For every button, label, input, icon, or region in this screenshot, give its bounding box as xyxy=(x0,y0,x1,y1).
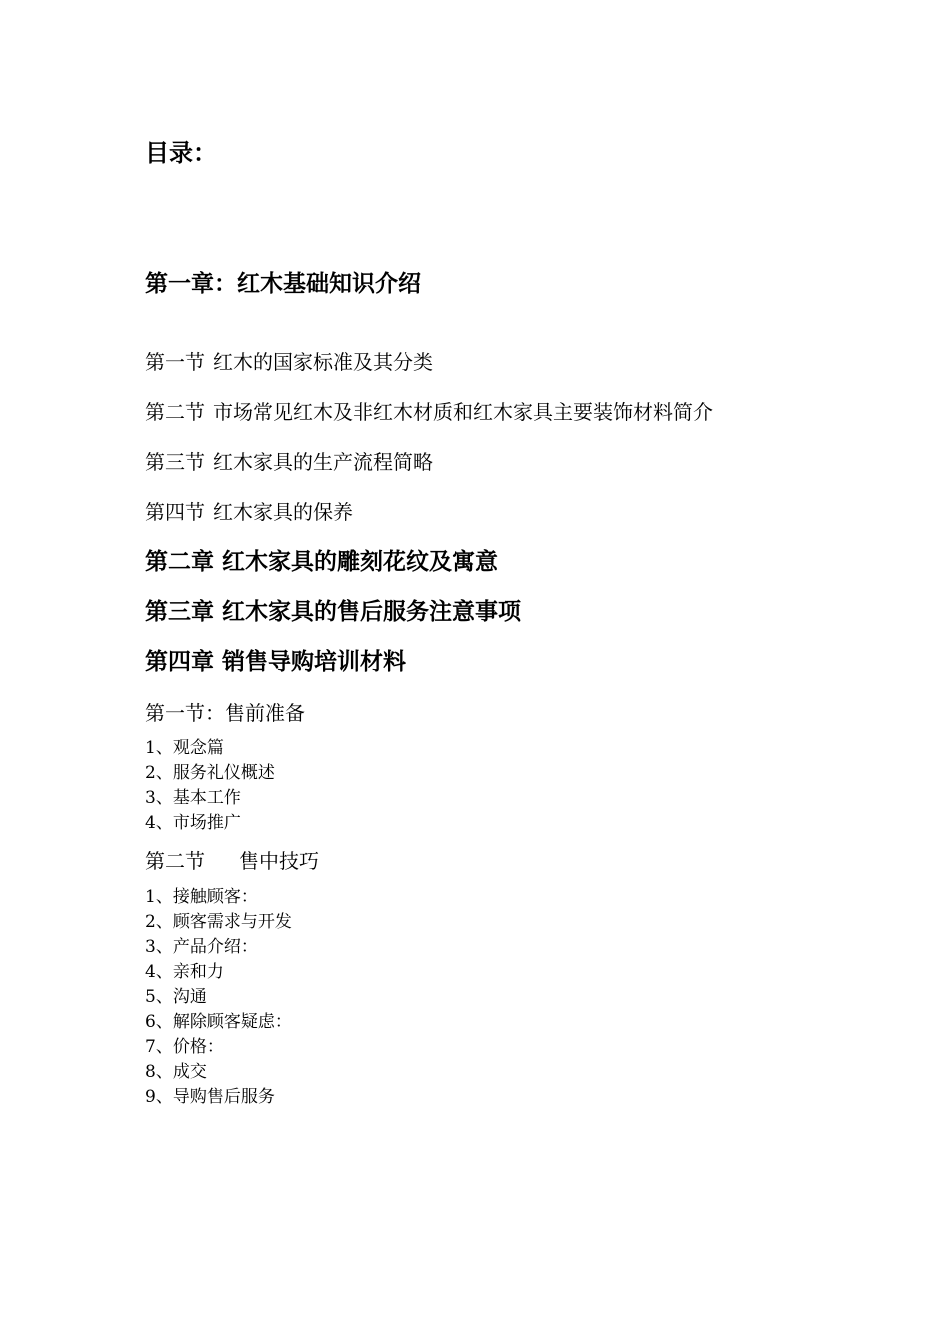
chapter-3-title xyxy=(145,601,521,624)
toc-title: 目录： xyxy=(145,139,217,167)
list-item: 4、市场推广 xyxy=(145,813,241,833)
chapter-4-section-2-title xyxy=(145,851,319,871)
list-item: 2、服务礼仪概述 xyxy=(145,763,275,783)
chapter-2-title xyxy=(145,551,498,574)
section-title: 红木家具的生产流程简略 xyxy=(213,450,433,474)
chapter-1-section-4 xyxy=(145,502,353,522)
chapter-1-section-2 xyxy=(145,402,713,422)
section-title: 市场常见红木及非红木材质和红木家具主要装饰材料简介 xyxy=(213,400,713,424)
chapter-1-title: 第一章：红木基础知识介绍 xyxy=(145,271,421,297)
list-item: 1、接触顾客： xyxy=(145,887,258,907)
list-item: 4、亲和力 xyxy=(145,962,224,982)
list-item: 2、顾客需求与开发 xyxy=(145,912,292,932)
chapter-1-section-3 xyxy=(145,452,433,472)
chapter-number: 第二章 xyxy=(145,549,214,575)
section-title: 红木家具的保养 xyxy=(213,500,353,524)
list-item: 8、成交 xyxy=(145,1062,207,1082)
chapter-4-section-1-title: 第一节：售前准备 xyxy=(145,701,305,725)
list-item: 6、解除顾客疑虑： xyxy=(145,1012,292,1032)
chapter-4-title xyxy=(145,651,406,674)
list-item: 9、导购售后服务 xyxy=(145,1087,275,1107)
section-number: 第一节 xyxy=(145,350,205,374)
section-title: 红木的国家标准及其分类 xyxy=(213,350,433,374)
chapter-1-section-1 xyxy=(145,352,433,372)
section-title: 售中技巧 xyxy=(239,849,319,873)
chapter-number: 第三章 xyxy=(145,599,214,625)
section-number: 第二节 xyxy=(145,400,205,424)
list-item: 7、价格： xyxy=(145,1037,224,1057)
chapter-number: 第四章 xyxy=(145,649,214,675)
chapter-title: 红木家具的雕刻花纹及寓意 xyxy=(222,549,498,575)
list-item: 1、观念篇 xyxy=(145,738,224,758)
list-item: 3、基本工作 xyxy=(145,788,241,808)
section-number: 第三节 xyxy=(145,450,205,474)
chapter-title: 红木家具的售后服务注意事项 xyxy=(222,599,521,625)
chapter-title: 销售导购培训材料 xyxy=(222,649,406,675)
list-item: 5、沟通 xyxy=(145,987,207,1007)
section-number: 第四节 xyxy=(145,500,205,524)
section-number: 第二节 xyxy=(145,849,205,873)
list-item: 3、产品介绍： xyxy=(145,937,258,957)
